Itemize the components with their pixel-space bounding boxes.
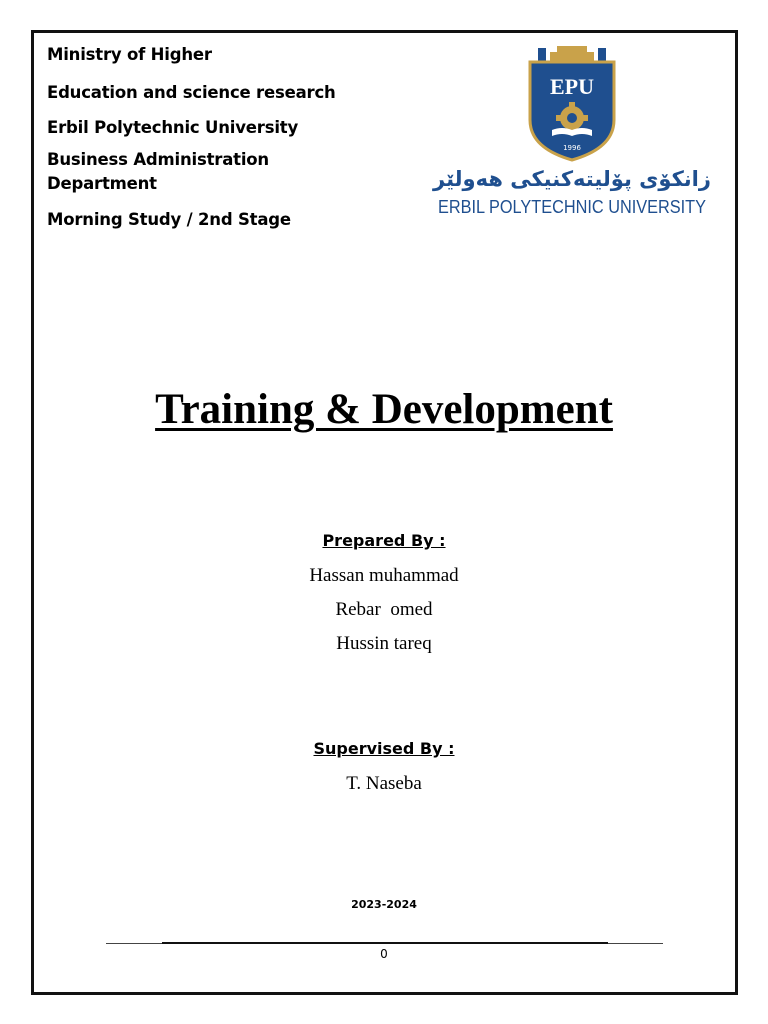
page-number: 0 (380, 947, 388, 961)
preparer-name: Hussin tareq (336, 633, 432, 654)
logo-kurdish-name: زانكۆی پۆلیتەكنیكی هەولێر (433, 167, 711, 191)
academic-year: 2023-2024 (351, 898, 417, 911)
epu-logo (430, 40, 720, 225)
logo-shield-text: EPU (550, 74, 594, 99)
header-department-2: Department (47, 174, 157, 193)
header-department-1: Business Administration (47, 150, 269, 169)
header-education: Education and science research (47, 83, 336, 102)
preparer-name: Hassan muhammad (309, 565, 459, 586)
preparer-name: Rebar omed (335, 599, 433, 620)
document-title: Training & Development (155, 386, 613, 433)
header-ministry: Ministry of Higher (47, 45, 212, 64)
prepared-by-heading: Prepared By : (322, 531, 446, 550)
footer-rule-accent (162, 942, 608, 944)
logo-english-name: ERBIL POLYTECHNIC UNIVERSITY (438, 197, 706, 217)
logo-year: 1996 (563, 144, 581, 152)
supervisor-name: T. Naseba (346, 773, 422, 794)
supervised-by-heading: Supervised By : (313, 739, 455, 758)
header-study: Morning Study / 2nd Stage (47, 210, 291, 229)
header-university: Erbil Polytechnic University (47, 118, 299, 137)
